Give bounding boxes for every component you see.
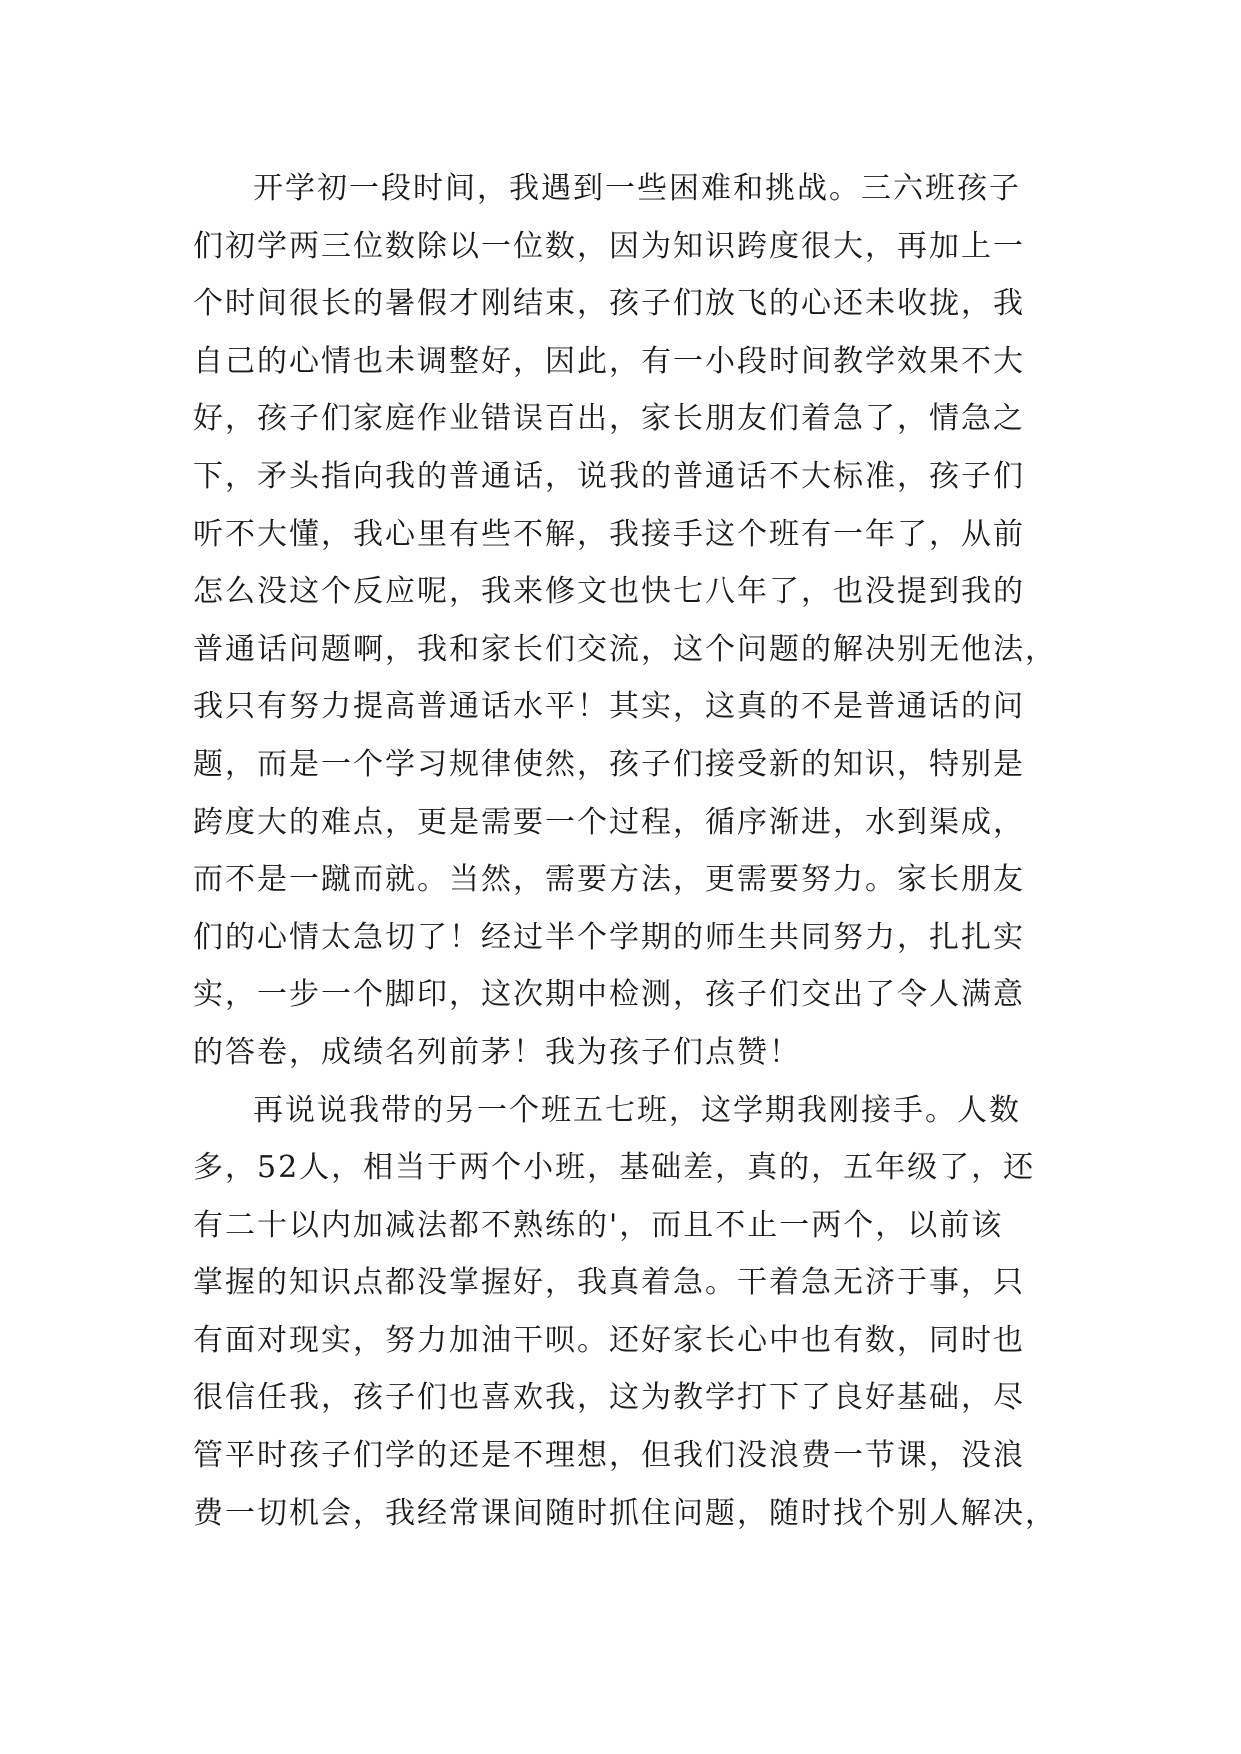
text-line: 怎么没这个反应呢，我来修文也快七八年了，也没提到我的 bbox=[193, 574, 1025, 610]
text-line: 掌握的知识点都没掌握好，我真着急。干着急无济于事，只 bbox=[193, 1265, 1025, 1301]
text-line: 普通话问题啊，我和家长们交流，这个问题的解决别无他法， bbox=[193, 631, 1057, 667]
text-line: 听不大懂，我心里有些不解，我接手这个班有一年了，从前 bbox=[193, 516, 1025, 552]
text-line: 很信任我，孩子们也喜欢我，这为教学打下了良好基础，尽 bbox=[193, 1380, 1025, 1416]
text-line: 自己的心情也未调整好，因此，有一小段时间教学效果不大 bbox=[193, 343, 1025, 379]
text-line: 跨度大的难点，更是需要一个过程，循序渐进，水到渠成， bbox=[193, 804, 1025, 840]
text-line: 开学初一段时间，我遇到一些困难和挑战。三六班孩子 bbox=[253, 171, 1021, 206]
text-line: 有二十以内加减法都不熟练的'，而且不止一两个，以前该 bbox=[193, 1207, 1004, 1243]
text-line: 们的心情太急切了！经过半个学期的师生共同努力，扎扎实 bbox=[193, 919, 1025, 955]
text-line: 有面对现实，努力加油干呗。还好家长心中也有数，同时也 bbox=[193, 1322, 1025, 1358]
text-line: 的答卷，成绩名列前茅！我为孩子们点赞！ bbox=[193, 1034, 801, 1070]
text-line: 再说说我带的另一个班五七班，这学期我刚接手。人数 bbox=[253, 1092, 1021, 1128]
text-line: 好，孩子们家庭作业错误百出，家长朋友们着急了，情急之 bbox=[193, 401, 1025, 437]
text-line: 下，矛头指向我的普通话，说我的普通话不大标准，孩子们 bbox=[193, 458, 1025, 494]
text-line: 实，一步一个脚印，这次期中检测，孩子们交出了令人满意 bbox=[193, 977, 1025, 1013]
text-line: 而不是一蹴而就。当然，需要方法，更需要努力。家长朋友 bbox=[193, 862, 1025, 898]
paragraph-2 bbox=[193, 1082, 1073, 1543]
text-line: 我只有努力提高普通话水平！其实，这真的不是普通话的问 bbox=[193, 689, 1025, 725]
text-line: 管平时孩子们学的还是不理想，但我们没浪费一节课，没浪 bbox=[193, 1438, 1025, 1474]
document-body bbox=[193, 160, 1073, 1542]
text-line: 费一切机会，我经常课间随时抓住问题，随时找个别人解决， bbox=[193, 1495, 1057, 1531]
text-line: 个时间很长的暑假才刚结束，孩子们放飞的心还未收拢，我 bbox=[193, 286, 1025, 322]
text-line: 们初学两三位数除以一位数，因为知识跨度很大，再加上一 bbox=[193, 228, 1025, 264]
paragraph-1 bbox=[193, 160, 1073, 1082]
text-line: 多，52人，相当于两个小班，基础差，真的，五年级了，还 bbox=[193, 1150, 1036, 1186]
text-line: 题，而是一个学习规律使然，孩子们接受新的知识，特别是 bbox=[193, 746, 1025, 782]
